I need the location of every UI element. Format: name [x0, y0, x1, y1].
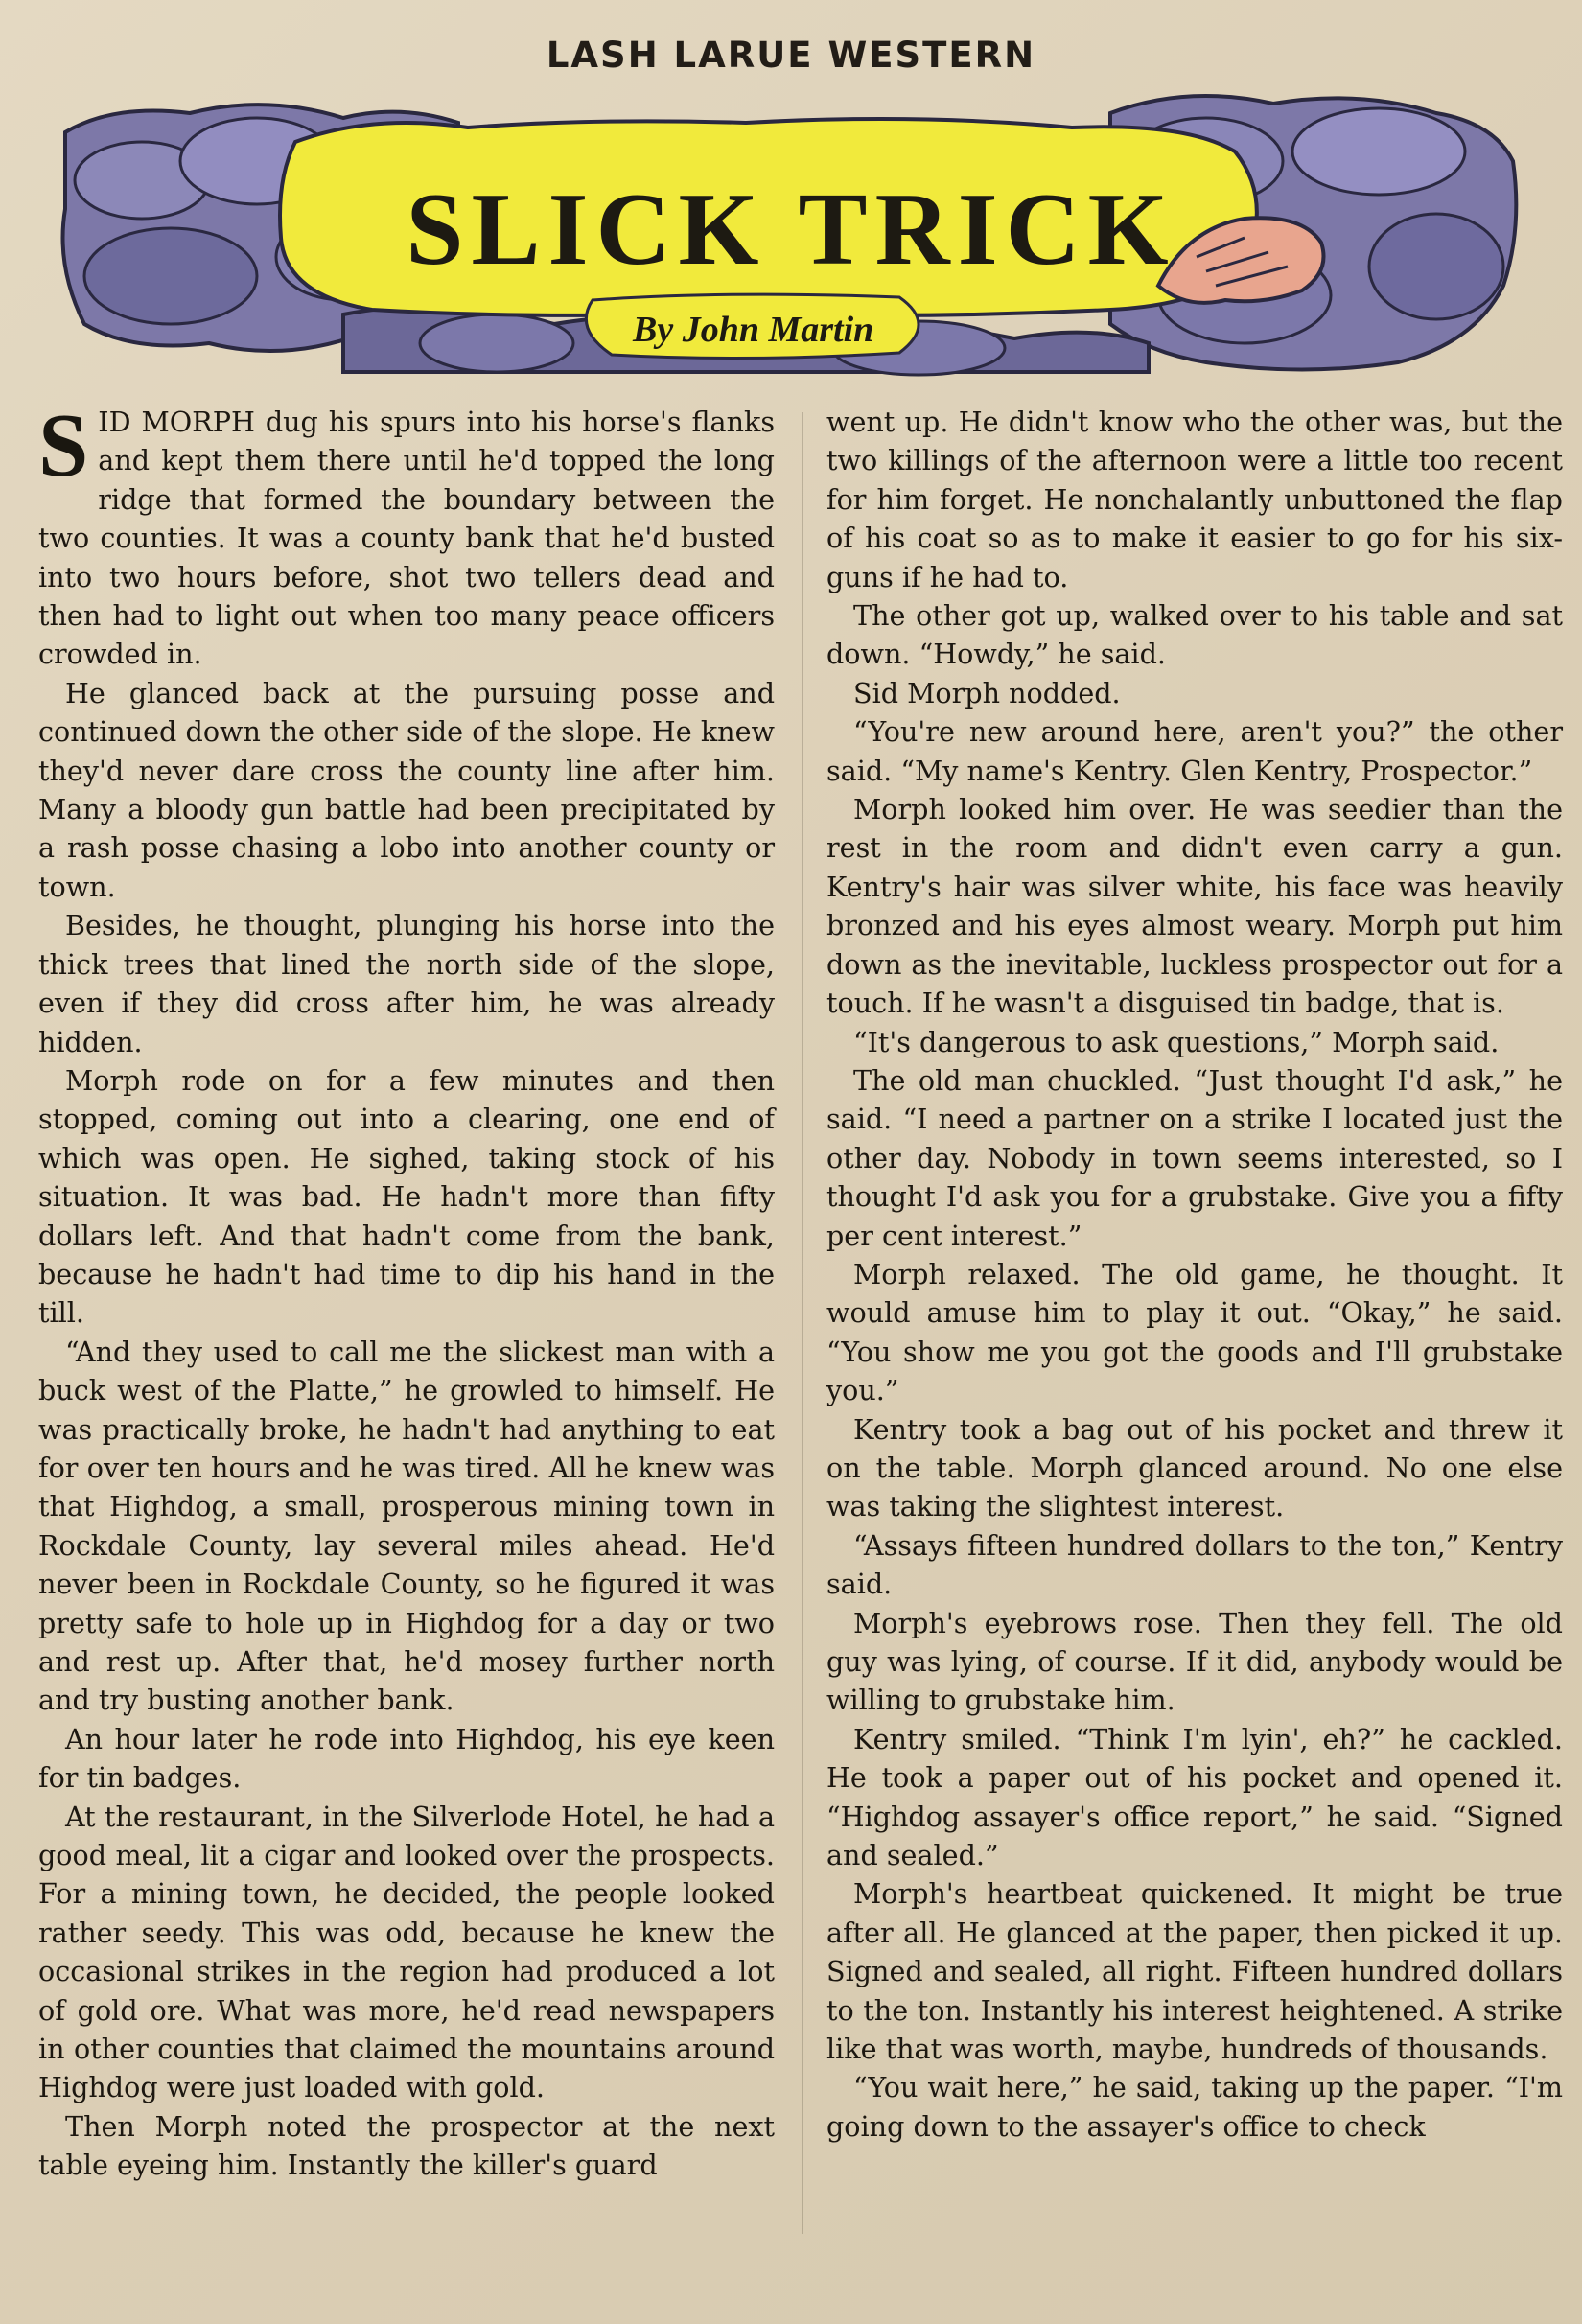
paragraph: At the restaurant, in the Silverlode Hotel, he had a good meal, lit a cigar and looked over the prospects. For a mining town, he decided, the people looked rather seedy. This was odd, because he knew the occasional strikes in the region had produced a lot of gold ore. What was more, he'd read newspapers in other counties that claimed the mountains around Highdog were just loaded with gold.: [38, 1800, 775, 2104]
running-head: LASH LARUE WESTERN: [546, 35, 1036, 76]
paragraph: An hour later he rode into Highdog, his eye keen for tin badges.: [38, 1722, 775, 1795]
paragraph: Kentry smiled. “Think I'm lyin', eh?” he cackled. He took a paper out of his pocket and opened it. “Highdog assayer's office report,” he said. “Signed and sealed.”: [826, 1722, 1563, 1872]
paragraph: [38, 396, 775, 674]
story-byline: By John Martin: [633, 310, 874, 350]
paragraph: “And they used to call me the slickest man with a buck west of the Platte,” he growled to himself. He was practically broke, he hadn't had anything to eat for over ten hours and he was tired. All he knew was that Highdog, a small, prosperous mining town in Rockdale County, lay several miles ahead. He'd never been in Rockdale County, so he figured it was pretty safe to hole up in Highdog for a day or two and rest up. After that, he'd mosey further north and try busting another bank.: [38, 1335, 775, 1717]
left-column: [38, 396, 775, 2185]
paragraph: Morph looked him over. He was seedier than the rest in the room and didn't even carry a gun. Kentry's hair was silver white, his face was heavily bronzed and his eyes almost weary. Morph put him down as the inevitable, luckless prospector out for a touch. If he wasn't a disguised tin badge, that is.: [826, 793, 1563, 1020]
paragraph: “Assays fifteen hundred dollars to the ton,” Kentry said.: [826, 1528, 1563, 1601]
paragraph: Then Morph noted the prospector at the next table eyeing him. Instantly the killer's guard: [38, 2109, 775, 2182]
paragraph-text: ID MORPH dug his spurs into his horse's flanks and kept them there until he'd topped the long ridge that formed the boundary between the two counties. It was a county bank that he'd busted into two hours before, shot two tellers dead and then had to light out when too many peace officers crowded in.: [38, 406, 775, 671]
column-divider: [802, 412, 803, 2234]
drop-cap: S: [38, 396, 89, 496]
paragraph: Morph relaxed. The old game, he thought. It would amuse him to play it out. “Okay,” he said. “You show me you got the goods and I'll grubstake you.”: [826, 1257, 1563, 1407]
paragraph: The other got up, walked over to his table and sat down. “Howdy,” he said.: [826, 599, 1563, 671]
paragraph: Kentry took a bag out of his pocket and threw it on the table. Morph glanced around. No one else was taking the slightest interest.: [826, 1412, 1563, 1523]
right-column: [826, 403, 1563, 2146]
paragraph: Morph rode on for a few minutes and then stopped, coming out into a clearing, one end of which was open. He sighed, taking stock of his situation. It was bad. He hadn't more than fifty dollars left. And that hadn't come from the bank, because he hadn't had time to dip his hand in the till.: [38, 1063, 775, 1330]
paragraph: Morph's heartbeat quickened. It might be true after all. He glanced at the paper, then picked it up. Signed and sealed, all right. Fifteen hundred dollars to the ton. Instantly his interest heightened. A strike like that was worth, maybe, hundreds of thousands.: [826, 1877, 1563, 2066]
paragraph: The old man chuckled. “Just thought I'd ask,” he said. “I need a partner on a strike I located just the other day. Nobody in town seems interested, so I thought I'd ask you for a grubstake. Give you a fifty per cent interest.”: [826, 1063, 1563, 1252]
paragraph: He glanced back at the pursuing posse and continued down the other side of the slope. He knew they'd never dare cross the county line after him. Many a bloody gun battle had been precipitated by a rash posse chasing a lobo into another county or town.: [38, 676, 775, 903]
paragraph: “It's dangerous to ask questions,” Morph said.: [853, 1025, 1500, 1058]
paragraph: “You're new around here, aren't you?” the other said. “My name's Kentry. Glen Kentry, Prospector.”: [826, 715, 1563, 787]
paragraph: Morph's eyebrows rose. Then they fell. The old guy was lying, of course. If it did, anybody would be willing to grubstake him.: [826, 1606, 1563, 1717]
paragraph: Besides, he thought, plunging his horse into the thick trees that lined the north side of the slope, even if they did cross after him, he was already hidden.: [38, 909, 775, 1058]
paragraph: went up. He didn't know who the other was, but the two killings of the afternoon were a little too recent for him forget. He nonchalantly unbuttoned the flap of his coat so as to make it easier to go for his six-guns if he had to.: [826, 406, 1563, 593]
paragraph: Sid Morph nodded.: [853, 676, 1121, 709]
paragraph: “You wait here,” he said, taking up the paper. “I'm going down to the assayer's office to check: [826, 2071, 1563, 2143]
story-title: SLICK TRICK: [406, 173, 1176, 287]
